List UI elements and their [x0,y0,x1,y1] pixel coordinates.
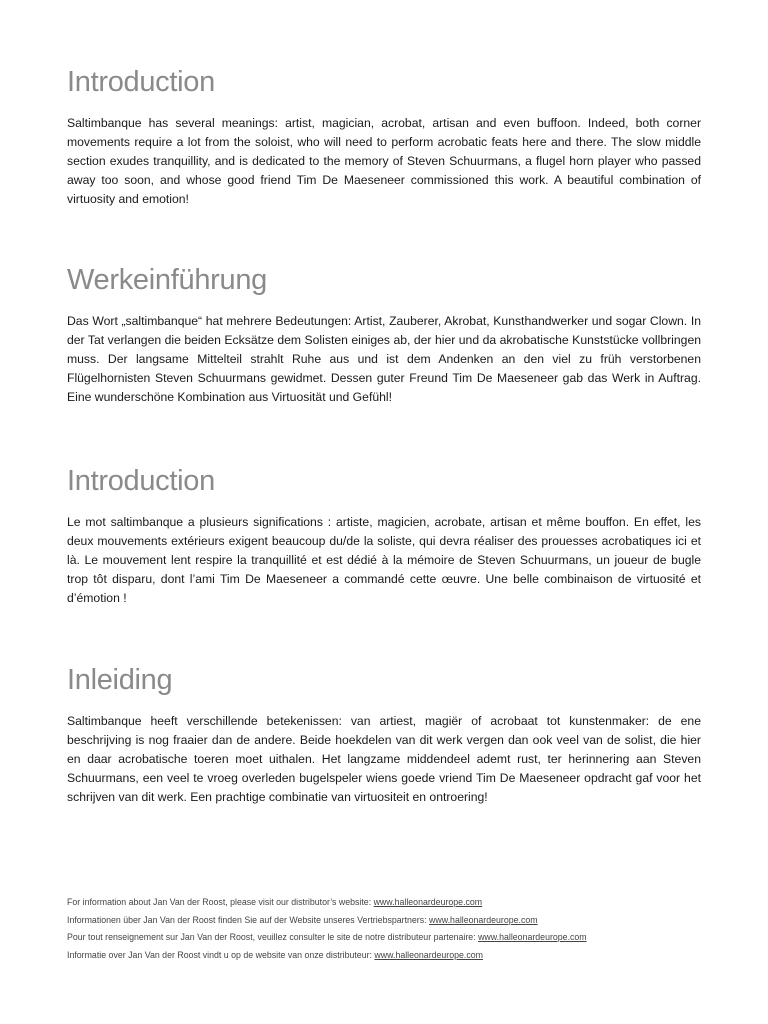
distributor-link-french[interactable]: www.halleonardeurope.com [478,932,587,942]
footer-line-german [67,912,701,930]
section-text-dutch: Saltimbanque heeft verschillende betekenissen: van artiest, magiër of acrobaat tot kunstenmaker: de ene beschrijving is nog fraaier dan de andere. Beide hoekdelen van dit werk vergen dan ook veel van de solist, die hier en daar acrobatische toeren moet uithalen. Het langzame middendeel ademt rust, ter herinnering aan Steven Schuurmans, een veel te vroeg overleden bugelspeler wiens goede vriend Tim De Maeseneer opdracht gaf voor het schrijven van dit werk. Een prachtige combinatie van virtuositeit en ontroering! [67,714,701,804]
section-heading-french: Introduction [67,465,215,497]
section-dutch [67,662,701,807]
section-french [67,463,701,608]
distributor-footer [67,894,701,964]
footer-line-english [67,894,701,912]
section-heading-english: Introduction [67,66,215,98]
distributor-link-dutch[interactable]: www.halleonardeurope.com [374,949,483,960]
section-text-english: Saltimbanque has several meanings: artist, magician, acrobat, artisan and even buffoon. Indeed, both corner movements require a lot from the soloist, who will need to perform acrobatic feats here and there. The slow middle section exudes tranquillity, and is dedicated to the memory of Steven Schuurmans, a flugel horn player who passed away too soon, and whose good friend Tim De Maeseneer commissioned this work. A beautiful combination of virtuosity and emotion! [67,116,701,206]
section-heading-german: Werkeinführung [67,264,267,296]
footer-text-english: For information about Jan Van der Roost, please visit our distributor’s website: [67,897,374,907]
footer-text-german: Informationen über Jan Van der Roost finden Sie auf der Website unseres Vertriebspartners: [67,914,430,925]
section-text-german: Das Wort „saltimbanque“ hat mehrere Bedeutungen: Artist, Zauberer, Akrobat, Kunsthandwerker und sogar Clown. In der Tat verlangen die beiden Ecksätze dem Solisten einiges ab, der hier und da akrobatische Kunststücke vollbringen muss. Der langsame Mittelteil strahlt Ruhe aus und ist dem Andenken an den viel zu früh verstorbenen Flügelhornisten Steven Schuurmans gewidmet. Dessen guter Freund Tim De Maeseneer gab das Werk in Auftrag. Eine wunderschöne Kombination aus Virtuosität und Gefühl! [67,314,701,404]
footer-line-dutch [67,947,701,965]
section-text-french: Le mot saltimbanque a plusieurs significations : artiste, magicien, acrobate, artisan et même bouffon. En effet, les deux mouvements extérieurs exigent beaucoup du/de la soliste, qui devra réaliser des prouesses acrobatiques ici et là. Le mouvement lent respire la tranquillité et est dédié à la mémoire de Steven Schuurmans, un joueur de bugle trop tôt disparu, dont l’ami Tim De Maeseneer a commandé cette œuvre. Une belle combinaison de virtuosité et d’émotion ! [67,515,701,605]
distributor-link-german[interactable]: www.halleonardeurope.com [429,914,538,925]
section-german [67,262,701,407]
footer-line-french [67,929,701,947]
footer-text-dutch: Informatie over Jan Van der Roost vindt u op de website van onze distributeur: [67,949,375,960]
footer-text-french: Pour tout renseignement sur Jan Van der Roost, veuillez consulter le site de notre distributeur partenaire: [67,932,479,942]
section-english [67,64,701,209]
distributor-link-english[interactable]: www.halleonardeurope.com [373,897,483,907]
section-heading-dutch: Inleiding [67,664,173,696]
